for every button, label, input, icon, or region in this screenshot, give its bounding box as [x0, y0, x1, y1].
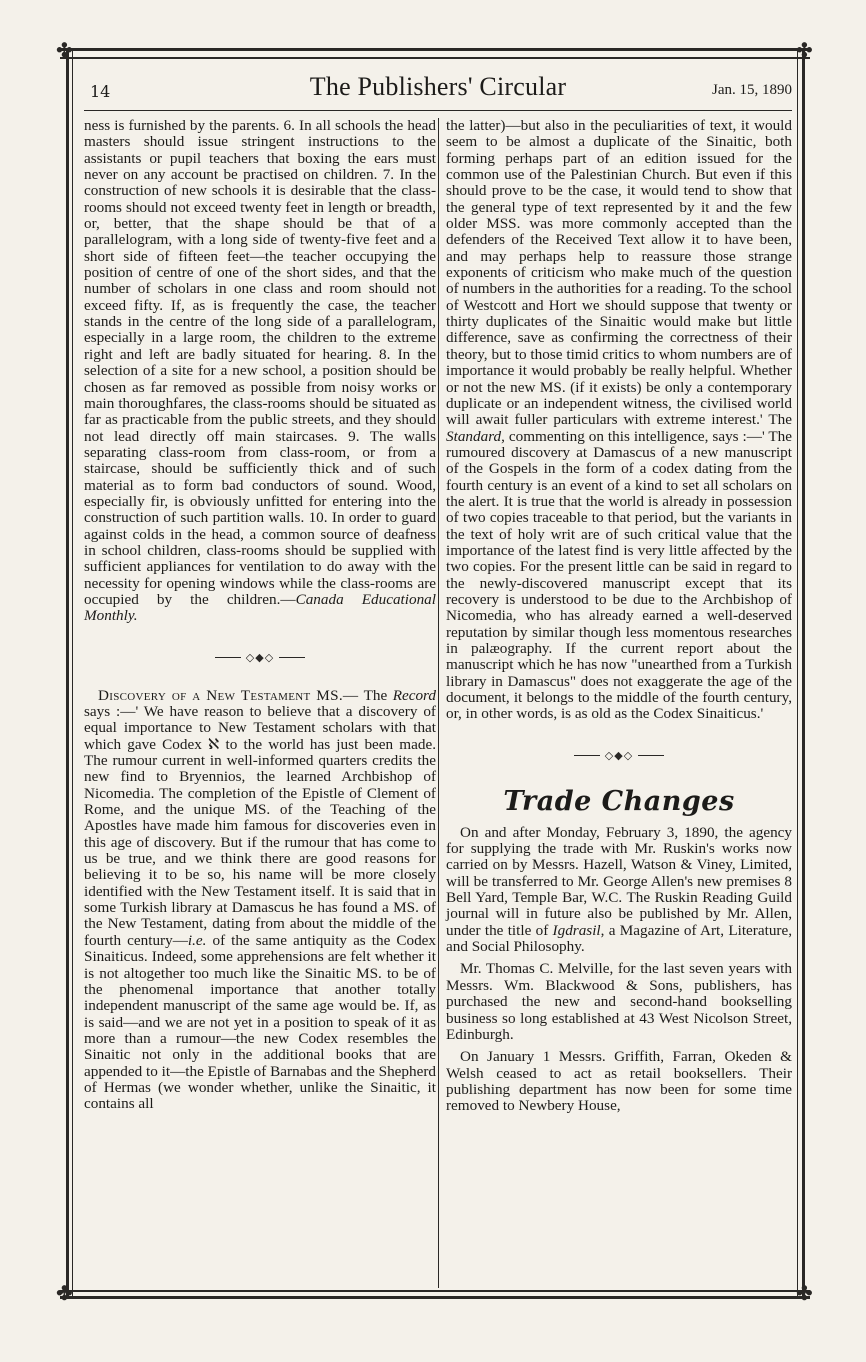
trade-notice: On and after Monday, February 3, 1890, the agency for supplying the trade with Mr. Ruskin's works now carried on by Messrs. Hazell, Watson & Viney, Limited, will be transferred to Mr. George Allen's new premises 8 Bell Yard, Temple Bar, W.C. The Ruskin Reading Guild journal will in future also be published by Mr. Allen, under the title of Igdrasil, a Magazine of Art, Literature, and Social Philosophy.: [446, 823, 793, 956]
section-divider: ◇◆◇: [446, 749, 792, 762]
right-border-rule: [802, 48, 805, 1298]
column-separator: [438, 118, 439, 1288]
left-border-rule-inner: [72, 48, 73, 1298]
page-header: [84, 70, 792, 106]
corner-ornament-icon: ✤: [796, 1281, 813, 1305]
left-border-rule: [66, 48, 69, 1298]
source-citation: Canada Educational Monthly.: [84, 590, 436, 625]
left-column: [84, 118, 436, 1113]
bottom-border-rule-inner: [60, 1290, 810, 1292]
top-border-rule-inner: [60, 57, 810, 59]
article-paragraph: the latter)—but also in the peculiarities of text, it would seem to be almost a duplicate of the Sinaitic, both forming perhaps part of an edition issued for the common use of the Palestinian Church. But even if this should prove to be the case, it would tend to show that the general type of text represented by it and the few older MSS. was more commonly accepted than the defenders of the Received Text allow it to have been, and may perhaps help to reassure those strange exponents of criticism who make much of the question of numbers in the authorities for a reading. To the school of Westcott and Hort we should suppose that twenty or thirty duplicates of the Sinaitic would make but little difference, save as confirming the correctness of their theory, but to those timid critics to whom numbers are of importance it would probably be really helpful. Whether or not the new MS. (if it exists) be only a contemporary duplicate or an independent witness, the civilised world will await fuller particulars with extreme interest.' The Standard, commenting on this intelligence, says :—' The rumoured discovery at Damascus of a new manuscript of the Gospels in the form of a codex dating from the fourth century is an event of a kind to set all scholars on the alert. It is true that the world is already in possession of two copies traceable to that period, but the variants in the text of holy writ are of such critical value that the importance of the latest find is very little affected by the two copies. For the present little can be said in regard to the newly-discovered manuscript except that its recovery is understood to be due to the Archbishop of Nicomedia, who has already earned a well-deserved reputation by similar though less momentous researches in palæography. If the current report about the manuscript which he has now "unearthed from a Turkish library in Damascus" does not exaggerate the age of the document, it belongs to the middle of the fourth century, or, in other words, is as old as the Codex Sinaiticus.': [446, 117, 792, 723]
trade-notice: On January 1 Messrs. Griffith, Farran, Okeden & Welsh ceased to act as retail booksellers. Their publishing department has now been for some time removed to Newbery House,: [446, 1048, 792, 1115]
article-paragraph: ness is furnished by the parents. 6. In all schools the head masters should issue stringent instructions to the assistants or pupil teachers that boxing the ears must never on any account be practised on children. 7. In the construction of new schools it is desirable that the class-rooms should not exceed twenty feet in length or breadth, or, better, that the shape should be that of a parallelogram, with a long side of twenty-five feet and a short side of fifteen feet—the teacher occupying the position of centre of one of the short sides, and that the number of scholars in one class and room should not exceed fifty. If, as is frequently the case, the teacher stands in the centre of the long side of a parallelogram, especially in a large room, the children to the extreme right and left are badly situated for hearing. 8. In the selection of a site for a new school, a position should be chosen as far removed as possible from noisy works or main thoroughfares, the class-rooms should be situated as far as practicable from the public streets, and they should not lead directly off main staircases. 9. The walls separating class-room from class-room, or from a staircase, should be sufficiently thick and of such material as to form bad conductors of sound. Wood, especially fir, is obviously unfitted for entering into the construction of such partition walls. 10. In order to guard against colds in the head, a common source of deafness in school children, class-rooms should be supplied with sufficient appliances for ventilation to do away with the necessity for opening windows while the class-rooms are occupied by the children.—Canada Educational Monthly.: [84, 117, 436, 625]
bottom-border-rule: [60, 1296, 810, 1299]
issue-date: Jan. 15, 1890: [712, 82, 792, 98]
trade-notice: Mr. Thomas C. Melville, for the last seven years with Messrs. Wm. Blackwood & Sons, publishers, has purchased the new and second-hand bookselling business so long established at 43 West Nicolson Street, Edinburgh.: [446, 960, 792, 1043]
article-heading: Discovery of a New Testament MS.—: [98, 686, 359, 704]
section-title: Trade Changes: [503, 785, 735, 817]
article-paragraph: Discovery of a New Testament MS.— The Record says :—' We have reason to believe that a discovery of equal importance to New Testament scholars with that which gave Codex ℵ to the world has just been made. The rumour current in well-informed quarters credits the new find to Bryennios, the learned Archbishop of Nicomedia. The completion of the Epistle of Clement of Rome, and the unique MS. of the Teaching of the Apostles have made him famous for discoveries even in this age of discovery. But if the rumour that has come to us be true, and we think there are good reasons for believing it to be so, his name will be more closely identified with the New Testament itself. It is said that in some Turkish library at Damascus he has found a MS. of the New Testament, dating from about the middle of the fourth century—i.e. of the same antiquity as the Codex Sinaiticus. Indeed, some apprehensions are felt whether it is not altogether too much like the Sinaitic MS. to be of the phenomenal importance that another totally independent manuscript of the same age would be. If, as is said—and we are not yet in a position to speak of it as more than a rumour—the new Codex resembles the Sinaitic not only in the additional books that are appended to it—the Epistle of Barnabas and the Shepherd of Hermas (we wonder whether, unlike the Sinaitic, it contains all: [84, 686, 437, 1113]
corner-ornament-icon: ✤: [56, 1281, 73, 1305]
corner-ornament-icon: ✤: [796, 38, 813, 62]
journal-title: The Publishers' Circular: [309, 72, 567, 101]
right-border-rule-inner: [797, 48, 798, 1298]
header-rule: [84, 110, 792, 111]
section-divider: ◇◆◇: [84, 651, 436, 664]
page-number: 14: [90, 82, 111, 101]
top-border-rule: [60, 48, 810, 51]
corner-ornament-icon: ✤: [56, 38, 73, 62]
right-column: [446, 118, 792, 1115]
